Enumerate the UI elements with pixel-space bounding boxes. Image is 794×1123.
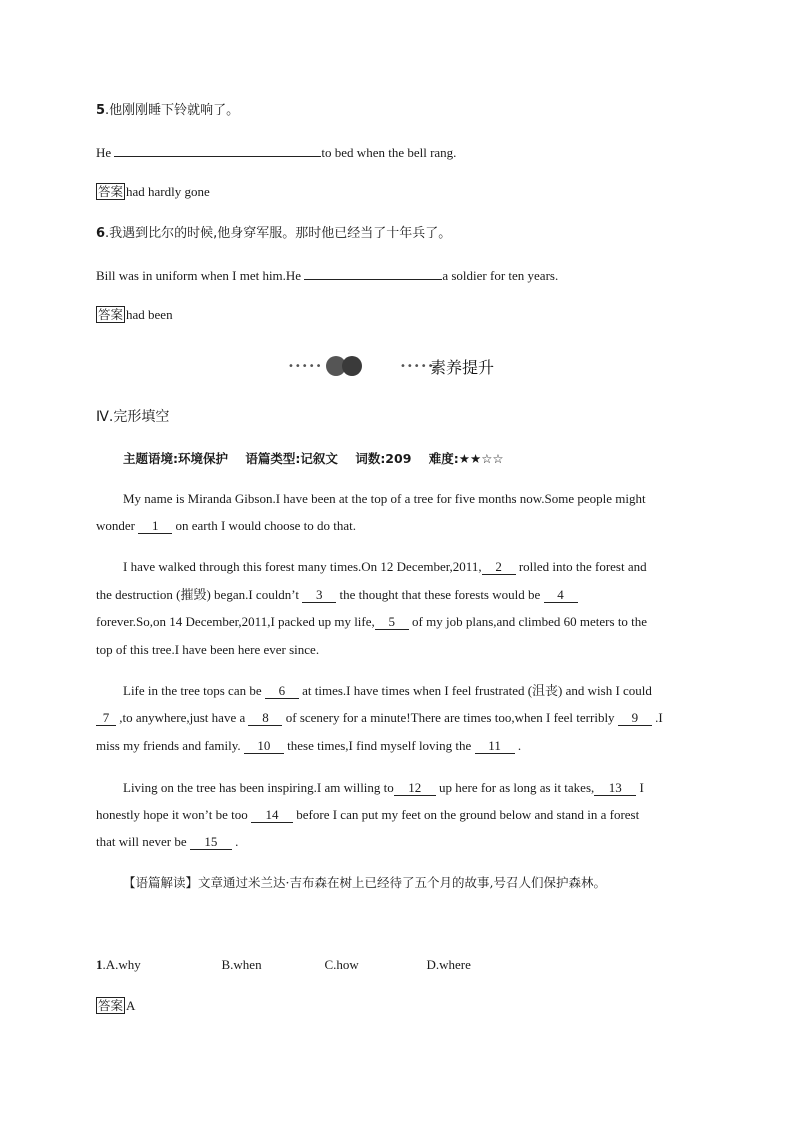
option-c: C.how <box>324 957 359 972</box>
text: on earth I would choose to do that. <box>172 518 357 533</box>
question-text: .他刚刚睡下铃就响了。 <box>105 103 240 118</box>
text: at times.I have times when I feel frustrated (沮丧) and wish I could <box>298 683 652 698</box>
answer-text: had been <box>126 307 173 322</box>
answer-blank <box>304 266 442 280</box>
text: forever.So,on 14 December,2011,I packed up my life, <box>96 614 375 629</box>
passage-p4-line1 <box>123 779 644 797</box>
question-text: .我遇到比尔的时候,他身穿军服。那时他已经当了十年兵了。 <box>105 226 452 241</box>
question-5-prompt <box>96 102 239 120</box>
text: of my job plans,and climbed 60 meters to the <box>408 614 648 629</box>
section-title: Ⅳ.完形填空 <box>96 409 170 425</box>
banner-circle-icon <box>342 356 362 376</box>
text: . <box>231 834 239 849</box>
blank-11: 11 <box>475 739 515 754</box>
blank-14: 14 <box>251 808 293 823</box>
blank-3: 3 <box>302 588 336 603</box>
question-number: 6 <box>96 226 106 241</box>
blank-4: 4 <box>544 588 578 603</box>
blank-9: 9 <box>618 711 652 726</box>
sentence-end: a soldier for ten years. <box>442 268 559 283</box>
option-d: D.where <box>426 957 471 972</box>
text: I have walked through this forest many times.On 12 December,2011, <box>123 559 482 574</box>
answer-label: 答案 <box>98 184 124 199</box>
text: before I can put my feet on the ground below and stand in a forest <box>293 807 640 822</box>
question-1-options <box>96 956 471 974</box>
answer-label: 答案 <box>98 307 124 322</box>
text: I <box>636 780 644 795</box>
passage-analysis: 【语篇解读】文章通过米兰达·吉布森在树上已经待了五个月的故事,号召人们保护森林。 <box>123 875 606 890</box>
blank-2: 2 <box>482 560 516 575</box>
answer-label: 答案 <box>98 998 124 1013</box>
question-5-sentence <box>96 143 456 162</box>
question-6-answer <box>96 306 173 324</box>
blank-1: 1 <box>138 519 172 534</box>
sentence-start: He <box>96 145 115 160</box>
passage-p3-line3 <box>96 737 521 755</box>
question-6-prompt <box>96 225 451 243</box>
text: these times,I find myself loving the <box>283 738 475 753</box>
blank-15: 15 <box>190 835 232 850</box>
question-5-answer <box>96 183 210 201</box>
text: wonder <box>96 518 135 533</box>
passage-p1-line1: My name is Miranda Gibson.I have been at the top of a tree for five months now.Some people might <box>123 491 646 506</box>
text: honestly hope it won’t be too <box>96 807 252 822</box>
passage-p3-line1 <box>123 682 652 700</box>
blank-5: 5 <box>375 615 409 630</box>
banner-title: 素养提升 <box>430 358 495 377</box>
answer-blank <box>114 143 321 157</box>
passage-p4-line3 <box>96 833 238 851</box>
section-banner <box>288 354 528 378</box>
text: the thought that these forests would be <box>336 587 544 602</box>
blank-12: 12 <box>394 781 436 796</box>
option-a: .A.why <box>102 957 141 972</box>
question-number: 1 <box>96 957 103 972</box>
text: miss my friends and family. <box>96 738 244 753</box>
blank-6: 6 <box>265 684 299 699</box>
banner-dots-right: ••••• <box>400 361 435 372</box>
text: . <box>514 738 522 753</box>
text: .I <box>651 710 663 725</box>
blank-10: 10 <box>244 739 284 754</box>
passage-p2-line4: top of this tree.I have been here ever since. <box>96 642 320 657</box>
answer-text: A <box>126 998 136 1013</box>
sentence-start: Bill was in uniform when I met him.He <box>96 268 305 283</box>
blank-8: 8 <box>248 711 282 726</box>
passage-p1-line2 <box>96 517 356 535</box>
text: Living on the tree has been inspiring.I am willing to <box>123 780 394 795</box>
text: that will never be <box>96 834 190 849</box>
option-b: B.when <box>221 957 262 972</box>
blank-13: 13 <box>594 781 636 796</box>
sentence-end: to bed when the bell rang. <box>321 145 457 160</box>
passage-p2-line2 <box>96 586 578 604</box>
text: rolled into the forest and <box>515 559 647 574</box>
question-1-answer <box>96 997 135 1015</box>
passage-p2-line3 <box>96 613 647 631</box>
text: the destruction (摧毁) began.I couldn’t <box>96 587 303 602</box>
text: Life in the tree tops can be <box>123 683 265 698</box>
section-meta: 主题语境:环境保护 语篇类型:记叙文 词数:209 难度:★★☆☆ <box>123 451 504 466</box>
question-6-sentence <box>96 266 558 285</box>
banner-dots-left: ••••• <box>288 361 323 372</box>
text: up here for as long as it takes, <box>435 780 595 795</box>
blank-7: 7 <box>96 711 116 726</box>
text: of scenery for a minute!There are times too,when I feel terribly <box>282 710 618 725</box>
question-number: 5 <box>96 103 106 118</box>
answer-text: had hardly gone <box>126 184 210 199</box>
passage-p4-line2 <box>96 806 639 824</box>
text: ,to anywhere,just have a <box>116 710 249 725</box>
passage-p2-line1 <box>123 558 647 576</box>
passage-p3-line2 <box>96 709 663 727</box>
